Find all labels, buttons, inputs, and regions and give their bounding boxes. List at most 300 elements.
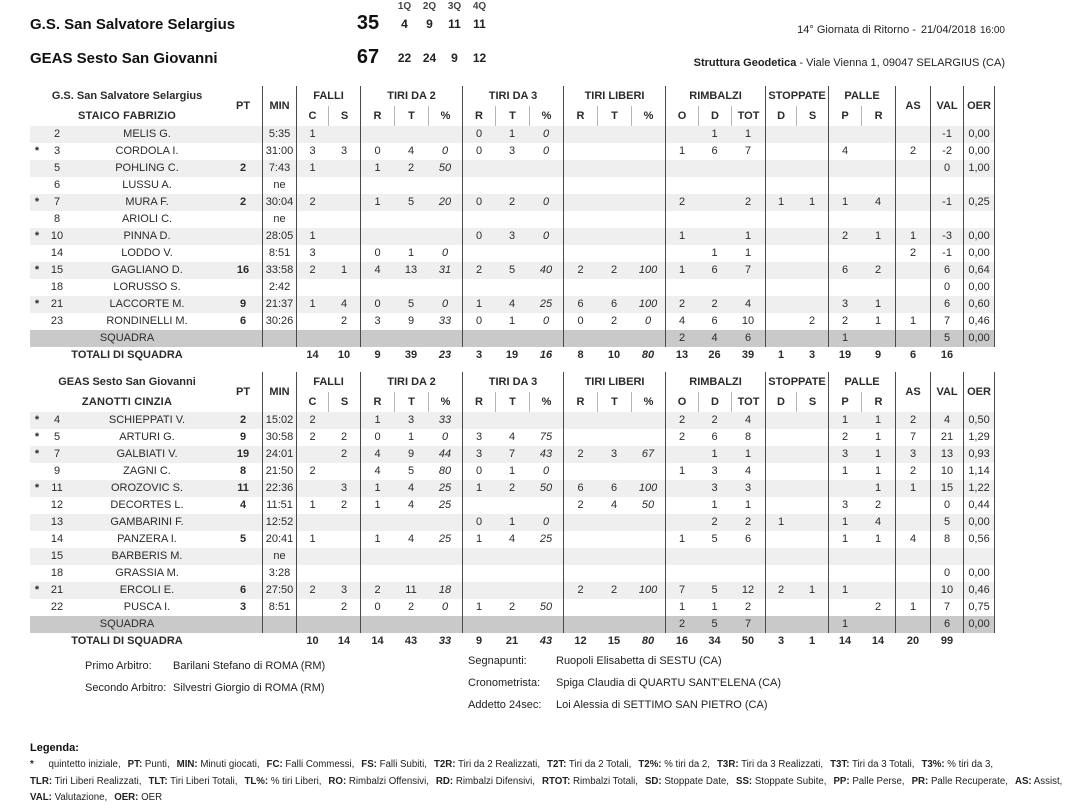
match-date: 21/04/2018 bbox=[920, 24, 976, 36]
col-header: D bbox=[765, 106, 796, 126]
stat-cell: 0 bbox=[441, 431, 449, 443]
stat-cell: 4 bbox=[874, 196, 882, 208]
squadra-label: SQUADRA bbox=[99, 332, 155, 344]
stat-cell bbox=[796, 599, 828, 616]
stat-cell: 2 bbox=[711, 516, 718, 528]
stat-cell: 1 bbox=[711, 247, 718, 259]
stat-cell: 0,46 bbox=[963, 313, 995, 330]
stat-cell: 6 bbox=[909, 349, 917, 361]
q1-label: 1Q bbox=[397, 1, 412, 12]
stat-cell bbox=[631, 330, 665, 347]
player-name: CORDOLA I. bbox=[115, 145, 179, 157]
legend-item: SS: Stoppate Subite, bbox=[735, 775, 827, 787]
stat-cell bbox=[698, 194, 731, 211]
stat-cell: 1 bbox=[296, 126, 328, 143]
stat-cell: 4 bbox=[360, 463, 394, 480]
stat-cell: 3 bbox=[296, 245, 328, 262]
stat-cell: 21 bbox=[505, 635, 519, 647]
stat-cell: 0,00 bbox=[963, 143, 995, 160]
stat-cell bbox=[597, 211, 631, 228]
stat-cell bbox=[765, 480, 796, 497]
stat-cell: 1,00 bbox=[963, 160, 995, 177]
stat-cell bbox=[563, 616, 597, 633]
minutes-cell: 30:58 bbox=[262, 429, 296, 446]
stat-cell bbox=[796, 262, 828, 279]
starter-marker bbox=[30, 565, 44, 582]
stat-cell bbox=[529, 160, 563, 177]
group-header: RIMBALZI bbox=[665, 86, 765, 106]
official-role: Addetto 24sec: bbox=[468, 699, 542, 711]
stat-cell bbox=[765, 531, 796, 548]
team1-q1: 4 bbox=[401, 17, 408, 31]
stat-cell bbox=[861, 143, 895, 160]
stat-cell bbox=[462, 245, 495, 262]
starter-marker: * bbox=[34, 196, 40, 208]
stat-cell: 3 bbox=[828, 497, 861, 514]
stat-cell bbox=[462, 548, 495, 565]
player-row bbox=[30, 463, 995, 480]
stat-cell: 9 bbox=[374, 349, 381, 361]
stat-cell: 1 bbox=[828, 412, 861, 429]
stat-cell: 0,56 bbox=[963, 531, 995, 548]
official-name: Barilani Stefano di ROMA (RM) bbox=[173, 660, 326, 672]
legend-abbr: SS: bbox=[735, 775, 753, 787]
stat-cell: 1 bbox=[462, 531, 495, 548]
col-header: AS bbox=[895, 372, 930, 412]
starter-marker bbox=[30, 177, 44, 194]
stat-cell bbox=[495, 245, 529, 262]
points-cell bbox=[224, 211, 262, 228]
player-number: 15 bbox=[50, 264, 64, 276]
stat-cell bbox=[462, 279, 495, 296]
col-header: S bbox=[328, 106, 360, 126]
squadra-label: SQUADRA bbox=[99, 618, 155, 630]
points-cell bbox=[224, 330, 262, 347]
stat-cell: 1 bbox=[828, 194, 861, 211]
team1-stats-table bbox=[30, 86, 995, 364]
stat-cell bbox=[328, 228, 360, 245]
stat-cell: 3 bbox=[508, 145, 516, 157]
col-header: R bbox=[861, 392, 895, 412]
stat-cell: 0,75 bbox=[963, 599, 995, 616]
stat-cell: 1 bbox=[711, 499, 718, 511]
stat-cell: 4 bbox=[340, 298, 348, 310]
col-header: % bbox=[529, 106, 563, 126]
group-header: TIRI DA 3 bbox=[462, 372, 563, 392]
stat-cell bbox=[796, 279, 828, 296]
stat-cell: 3 bbox=[475, 349, 483, 361]
minutes-cell: 31:00 bbox=[262, 143, 296, 160]
stat-cell bbox=[495, 211, 529, 228]
stat-cell bbox=[828, 599, 861, 616]
venue-address: - Viale Vienna 1, 09047 SELARGIUS (CA) bbox=[799, 57, 1005, 69]
stat-cell: 80 bbox=[641, 349, 655, 361]
stat-cell: 26 bbox=[708, 349, 721, 361]
stat-cell bbox=[796, 514, 828, 531]
col-header: C bbox=[296, 106, 328, 126]
team2-q2: 24 bbox=[422, 51, 437, 65]
stat-cell bbox=[828, 211, 861, 228]
group-header: RIMBALZI bbox=[665, 372, 765, 392]
team1-q3: 11 bbox=[448, 17, 461, 31]
official-line bbox=[85, 677, 325, 699]
player-name: GAGLIANO D. bbox=[111, 264, 183, 276]
official-role: Segnapunti: bbox=[468, 655, 527, 667]
player-name: PINNA D. bbox=[123, 230, 171, 242]
points-cell: 5 bbox=[239, 533, 247, 545]
stat-cell bbox=[529, 497, 563, 514]
stat-cell: 2 bbox=[895, 245, 930, 262]
stat-cell: 1 bbox=[874, 482, 882, 494]
player-number: 7 bbox=[53, 448, 61, 460]
stat-cell: 3 bbox=[895, 446, 930, 463]
points-cell: 11 bbox=[237, 482, 249, 494]
stat-cell bbox=[765, 429, 796, 446]
legend-item: RTOT: Rimbalzi Totali, bbox=[541, 775, 638, 787]
player-name: GALBIATI V. bbox=[116, 448, 178, 460]
minutes-cell: ne bbox=[262, 211, 296, 228]
stat-cell: 1 bbox=[296, 531, 328, 548]
legend-abbr: RO: bbox=[328, 775, 347, 787]
stat-cell: 14 bbox=[306, 349, 319, 361]
starter-marker: * bbox=[34, 414, 40, 426]
stat-cell: 0 bbox=[360, 429, 394, 446]
stat-cell: 1 bbox=[462, 296, 495, 313]
minutes-cell bbox=[262, 616, 296, 633]
stat-cell bbox=[360, 330, 394, 347]
stat-cell: 0,25 bbox=[963, 194, 995, 211]
stat-cell: 1 bbox=[808, 584, 816, 596]
starter-marker bbox=[30, 313, 44, 330]
stat-cell bbox=[895, 565, 930, 582]
legend-line bbox=[30, 790, 1005, 807]
stat-cell bbox=[394, 548, 428, 565]
legend-item: RO: Rimbalzi Offensivi, bbox=[328, 775, 429, 787]
player-name: GAMBARINI F. bbox=[110, 516, 184, 528]
stat-cell: 2 bbox=[665, 194, 698, 211]
starter-marker: * bbox=[34, 431, 40, 443]
stat-cell: 2 bbox=[563, 582, 597, 599]
player-number: 9 bbox=[53, 465, 61, 477]
stat-cell: 1 bbox=[360, 497, 394, 514]
stat-cell bbox=[765, 497, 796, 514]
stat-cell: 2 bbox=[462, 262, 495, 279]
stat-cell bbox=[563, 126, 597, 143]
stat-cell: 4 bbox=[744, 465, 752, 477]
stat-cell: 3 bbox=[508, 230, 516, 242]
stat-cell bbox=[631, 160, 665, 177]
stat-cell: 8 bbox=[744, 431, 752, 443]
stat-cell: 1 bbox=[874, 465, 882, 477]
stat-cell: 11 bbox=[405, 584, 417, 596]
stat-cell: 3 bbox=[407, 414, 415, 426]
stat-cell: 2 bbox=[874, 499, 882, 511]
stat-cell: 1 bbox=[296, 296, 328, 313]
team1-name: G.S. San Salvatore Selargius bbox=[30, 16, 236, 33]
legend-abbr: * bbox=[30, 759, 34, 770]
player-row bbox=[30, 480, 995, 497]
col-header: C bbox=[296, 392, 328, 412]
legend-item: T2%: % tiri da 2, bbox=[638, 759, 711, 770]
stat-cell: 6 bbox=[744, 332, 752, 344]
stat-cell: 6 bbox=[563, 296, 597, 313]
stat-cell: 33 bbox=[438, 315, 452, 327]
stat-cell: 1 bbox=[874, 230, 882, 242]
stat-cell: 10 bbox=[306, 635, 319, 647]
stat-cell bbox=[597, 126, 631, 143]
legend-item: RD: Rimbalzi Difensivi, bbox=[435, 775, 535, 787]
stat-cell: 1 bbox=[508, 516, 516, 528]
minutes-cell: 7:43 bbox=[262, 160, 296, 177]
stat-cell: 9 bbox=[874, 349, 882, 361]
stat-cell: 14 bbox=[838, 635, 852, 647]
starter-marker bbox=[30, 245, 44, 262]
stat-cell: 1 bbox=[808, 635, 816, 647]
stat-cell bbox=[895, 211, 930, 228]
stat-cell: 2 bbox=[296, 429, 328, 446]
stat-cell bbox=[861, 126, 895, 143]
stat-cell: 0 bbox=[462, 514, 495, 531]
stat-cell: 4 bbox=[407, 145, 415, 157]
points-cell: 3 bbox=[239, 601, 247, 613]
stat-cell bbox=[563, 279, 597, 296]
stat-cell: 6 bbox=[930, 616, 963, 633]
stat-cell bbox=[328, 548, 360, 565]
stat-cell bbox=[665, 514, 698, 531]
stat-cell bbox=[861, 160, 895, 177]
stat-cell bbox=[895, 582, 930, 599]
stat-cell bbox=[328, 177, 360, 194]
stat-cell bbox=[796, 160, 828, 177]
stat-cell: 0,93 bbox=[963, 446, 995, 463]
stat-cell: 16 bbox=[675, 635, 689, 647]
stat-cell bbox=[963, 211, 995, 228]
legend-item: VAL: Valutazione, bbox=[30, 792, 108, 803]
stat-cell: 2 bbox=[563, 262, 597, 279]
stat-cell: 2 bbox=[340, 601, 348, 613]
stat-cell: 1 bbox=[665, 463, 698, 480]
points-header: PT bbox=[236, 100, 251, 112]
stat-cell bbox=[328, 160, 360, 177]
stat-cell bbox=[665, 279, 698, 296]
stat-cell bbox=[698, 565, 731, 582]
stat-cell bbox=[360, 565, 394, 582]
stat-cell bbox=[796, 463, 828, 480]
table-team-name: G.S. San Salvatore Selargius bbox=[51, 90, 203, 102]
col-header: AS bbox=[895, 86, 930, 126]
stat-cell bbox=[895, 279, 930, 296]
stat-cell bbox=[930, 548, 963, 565]
stat-cell bbox=[563, 194, 597, 211]
minutes-cell: 30:04 bbox=[262, 194, 296, 211]
stat-cell: 1 bbox=[711, 128, 718, 140]
stat-cell bbox=[895, 194, 930, 211]
stat-cell: 1 bbox=[828, 330, 861, 347]
stat-cell bbox=[895, 497, 930, 514]
team2-quarter-scores bbox=[392, 51, 492, 65]
points-cell bbox=[224, 565, 262, 582]
legend-abbr: T2R: bbox=[433, 759, 456, 770]
stat-cell bbox=[930, 177, 963, 194]
stat-cell bbox=[665, 126, 698, 143]
player-row bbox=[30, 160, 995, 177]
stat-cell: 3 bbox=[340, 482, 348, 494]
col-header: T bbox=[394, 392, 428, 412]
stat-cell: 2 bbox=[874, 264, 882, 276]
stat-cell: 1 bbox=[777, 349, 785, 361]
stat-cell bbox=[495, 616, 529, 633]
stat-cell bbox=[765, 616, 796, 633]
points-cell: 6 bbox=[239, 315, 247, 327]
player-name: LORUSSO S. bbox=[113, 281, 181, 293]
player-number: 5 bbox=[53, 431, 61, 443]
stat-cell bbox=[563, 143, 597, 160]
col-header: R bbox=[861, 106, 895, 126]
player-row bbox=[30, 313, 995, 330]
player-name: PANZERA I. bbox=[117, 533, 177, 545]
legend-abbr: TLR: bbox=[30, 775, 53, 787]
legend-abbr: T3%: bbox=[921, 759, 945, 770]
stat-cell bbox=[529, 582, 563, 599]
legend-item: T2T: Tiri da 2 Totali, bbox=[547, 759, 632, 770]
stat-cell bbox=[563, 211, 597, 228]
stat-cell: 1,14 bbox=[963, 463, 995, 480]
legend-item: T3R: Tiri da 3 Realizzati, bbox=[717, 759, 824, 770]
stat-cell: 2 bbox=[296, 194, 328, 211]
stat-cell: 25 bbox=[539, 533, 553, 545]
stat-cell: 2 bbox=[296, 262, 328, 279]
stat-cell: 0 bbox=[360, 143, 394, 160]
stat-cell: 2 bbox=[665, 412, 698, 429]
stat-cell: 0 bbox=[930, 279, 963, 296]
stat-cell: 15 bbox=[607, 635, 621, 647]
stat-cell bbox=[698, 177, 731, 194]
stat-cell: 1 bbox=[828, 463, 861, 480]
legend-abbr: TLT: bbox=[148, 775, 168, 787]
stat-cell bbox=[828, 548, 861, 565]
quarter-labels bbox=[392, 1, 492, 12]
stat-cell bbox=[796, 446, 828, 463]
stat-cell bbox=[796, 412, 828, 429]
official-line bbox=[468, 694, 781, 716]
stat-cell: 5 bbox=[508, 264, 516, 276]
stat-cell: 5 bbox=[711, 584, 718, 596]
stat-cell: 3 bbox=[828, 296, 861, 313]
group-header: TIRI DA 2 bbox=[360, 372, 462, 392]
totals-label: TOTALI DI SQUADRA bbox=[71, 349, 183, 361]
stat-cell: 1 bbox=[360, 194, 394, 211]
legend-abbr: PR: bbox=[911, 775, 929, 787]
stat-cell bbox=[462, 497, 495, 514]
stat-cell bbox=[394, 177, 428, 194]
stat-cell bbox=[796, 143, 828, 160]
stat-cell: 33 bbox=[438, 414, 452, 426]
stat-cell bbox=[462, 177, 495, 194]
player-number: 23 bbox=[50, 315, 64, 327]
minutes-cell: 5:35 bbox=[262, 126, 296, 143]
col-header: % bbox=[631, 392, 665, 412]
stat-cell bbox=[296, 480, 328, 497]
stat-cell: 0 bbox=[462, 228, 495, 245]
player-name: DECORTES L. bbox=[110, 499, 184, 511]
legend-abbr: T3T: bbox=[830, 759, 850, 770]
stat-cell: 34 bbox=[708, 635, 721, 647]
col-header: T bbox=[495, 106, 529, 126]
stat-cell: 3 bbox=[828, 446, 861, 463]
stat-cell: 0 bbox=[462, 463, 495, 480]
stat-cell: 8 bbox=[577, 349, 584, 361]
stat-cell: 2 bbox=[744, 601, 752, 613]
player-number: 8 bbox=[53, 213, 61, 225]
stat-cell bbox=[861, 565, 895, 582]
stat-cell bbox=[563, 177, 597, 194]
stat-cell: 13 bbox=[930, 446, 963, 463]
stat-cell bbox=[631, 194, 665, 211]
stat-cell: 100 bbox=[638, 298, 658, 310]
player-row bbox=[30, 194, 995, 211]
col-header: T bbox=[394, 106, 428, 126]
stat-cell bbox=[296, 313, 328, 330]
legend-abbr: AS: bbox=[1014, 775, 1032, 787]
stat-cell: -2 bbox=[930, 143, 963, 160]
stat-cell: 1 bbox=[828, 531, 861, 548]
stat-cell: 0,00 bbox=[963, 330, 995, 347]
stat-cell bbox=[529, 330, 563, 347]
stat-cell: 7 bbox=[744, 618, 752, 630]
stat-cell: 0 bbox=[441, 145, 449, 157]
stat-cell: 1 bbox=[711, 601, 718, 613]
stat-cell bbox=[796, 245, 828, 262]
stat-cell bbox=[828, 126, 861, 143]
stat-cell: 5 bbox=[407, 465, 415, 477]
col-header: D bbox=[765, 392, 796, 412]
stat-cell: 2 bbox=[711, 414, 718, 426]
points-cell: 16 bbox=[236, 264, 250, 276]
legend-abbr: VAL: bbox=[30, 792, 52, 803]
stat-cell bbox=[495, 160, 529, 177]
stat-cell: 0,64 bbox=[963, 262, 995, 279]
player-name: SCHIEPPATI V. bbox=[108, 414, 186, 426]
coach-name: ZANOTTI CINZIA bbox=[81, 396, 173, 408]
points-cell: 2 bbox=[239, 414, 247, 426]
player-name: RONDINELLI M. bbox=[106, 315, 188, 327]
table-officials-block bbox=[468, 650, 781, 716]
group-header: TIRI DA 3 bbox=[462, 86, 563, 106]
player-name: POHLING C. bbox=[115, 162, 179, 174]
legend-abbr: OER: bbox=[114, 792, 139, 803]
col-header: VAL bbox=[930, 372, 963, 412]
stat-cell: 0 bbox=[542, 196, 550, 208]
minutes-cell: 27:50 bbox=[262, 582, 296, 599]
stat-cell: 0 bbox=[542, 516, 550, 528]
stat-cell: 4 bbox=[407, 499, 415, 511]
player-number: 14 bbox=[50, 247, 64, 259]
group-header: TIRI DA 2 bbox=[360, 86, 462, 106]
stat-cell: 1 bbox=[360, 412, 394, 429]
stat-cell: 1 bbox=[711, 448, 718, 460]
stat-cell: 80 bbox=[641, 635, 655, 647]
stat-cell bbox=[597, 143, 631, 160]
stat-cell bbox=[597, 412, 631, 429]
stat-cell: 1 bbox=[665, 262, 698, 279]
stat-cell bbox=[631, 412, 665, 429]
stat-cell: 6 bbox=[610, 482, 618, 494]
stat-cell: 3 bbox=[610, 448, 618, 460]
col-header: % bbox=[529, 392, 563, 412]
starter-marker bbox=[30, 599, 44, 616]
stat-cell bbox=[296, 211, 328, 228]
player-row bbox=[30, 296, 995, 313]
